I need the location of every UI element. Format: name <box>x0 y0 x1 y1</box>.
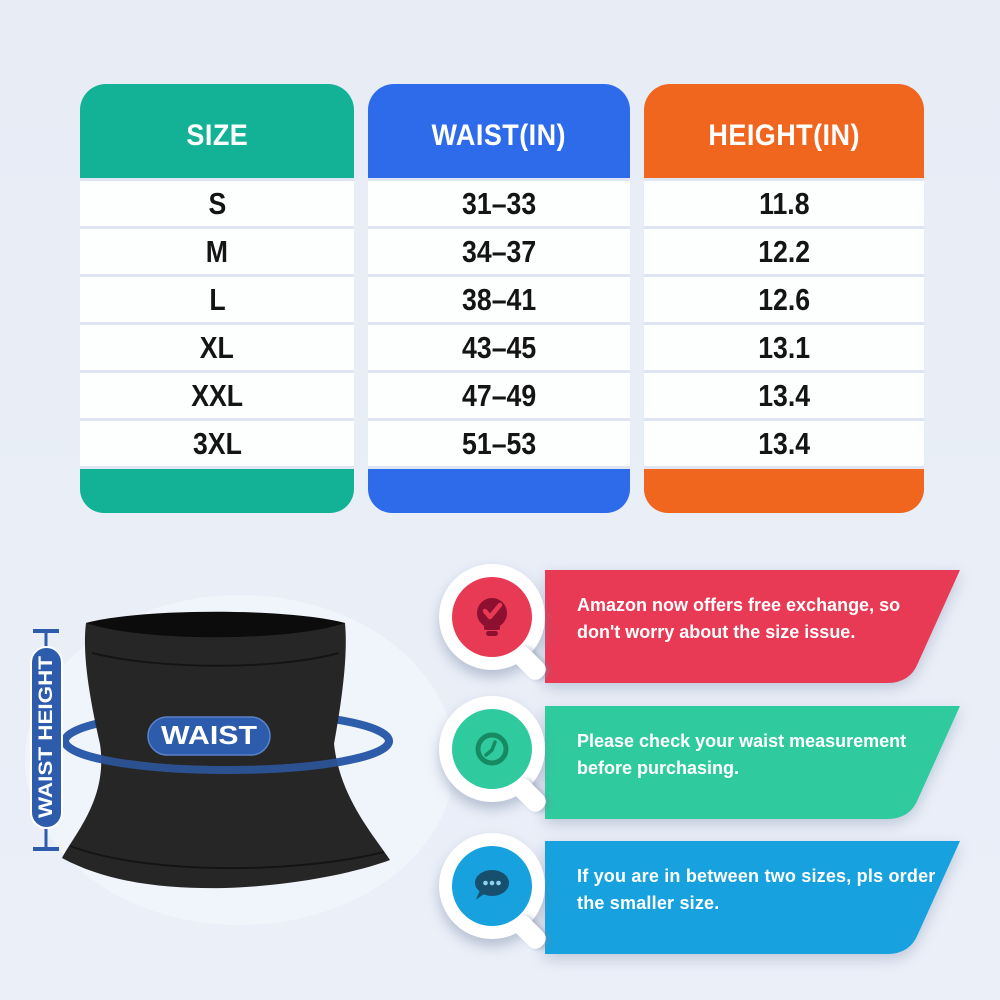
table-cell: 13.4 <box>644 373 924 418</box>
callout-text-measure: Please check your waist measurement before purchasing. <box>577 731 907 778</box>
height-column-header <box>644 84 924 178</box>
column-header-label: WAIST(IN) <box>431 119 567 152</box>
table-cell: M <box>80 229 354 274</box>
table-cell: 13.1 <box>644 325 924 370</box>
size-table <box>80 84 924 513</box>
callout-icon-badge <box>439 564 545 670</box>
table-cell: 51–53 <box>368 421 630 466</box>
column-header-label: SIZE <box>186 119 248 152</box>
size-column-footer <box>80 469 354 513</box>
callout-text-between-sizes: If you are in between two sizes, pls order the smaller size. <box>577 866 936 913</box>
column-header-label: HEIGHT(IN) <box>708 119 860 152</box>
size-column <box>80 84 354 513</box>
height-column-footer <box>644 469 924 513</box>
height-column-rows <box>644 178 924 469</box>
callout-icon-badge <box>439 833 545 939</box>
height-column <box>644 84 924 513</box>
waist-height-label: WAIST HEIGHT <box>36 680 57 818</box>
waist-column-header <box>368 84 630 178</box>
waist-column-rows <box>368 178 630 469</box>
table-cell: 12.6 <box>644 277 924 322</box>
table-cell: 31–33 <box>368 181 630 226</box>
waist-trainer-illustration <box>0 560 450 1000</box>
size-column-header <box>80 84 354 178</box>
table-cell: 12.2 <box>644 229 924 274</box>
table-cell: 11.8 <box>644 181 924 226</box>
size-column-rows <box>80 178 354 469</box>
callout-icon-badge <box>439 696 545 802</box>
table-cell: 3XL <box>80 421 354 466</box>
table-cell: 38–41 <box>368 277 630 322</box>
table-cell: XXL <box>80 373 354 418</box>
waist-label: WAIST <box>161 720 258 750</box>
table-cell: XL <box>80 325 354 370</box>
chat-dots-icon <box>464 858 520 914</box>
table-cell: 43–45 <box>368 325 630 370</box>
table-cell: 34–37 <box>368 229 630 274</box>
table-cell: 47–49 <box>368 373 630 418</box>
clock-icon <box>464 721 520 777</box>
table-cell: S <box>80 181 354 226</box>
waist-column <box>368 84 630 513</box>
table-cell: 13.4 <box>644 421 924 466</box>
lightbulb-check-icon <box>464 589 520 645</box>
table-cell: L <box>80 277 354 322</box>
callout-text-exchange: Amazon now offers free exchange, so don't worry about the size issue. <box>577 595 901 642</box>
waist-column-footer <box>368 469 630 513</box>
